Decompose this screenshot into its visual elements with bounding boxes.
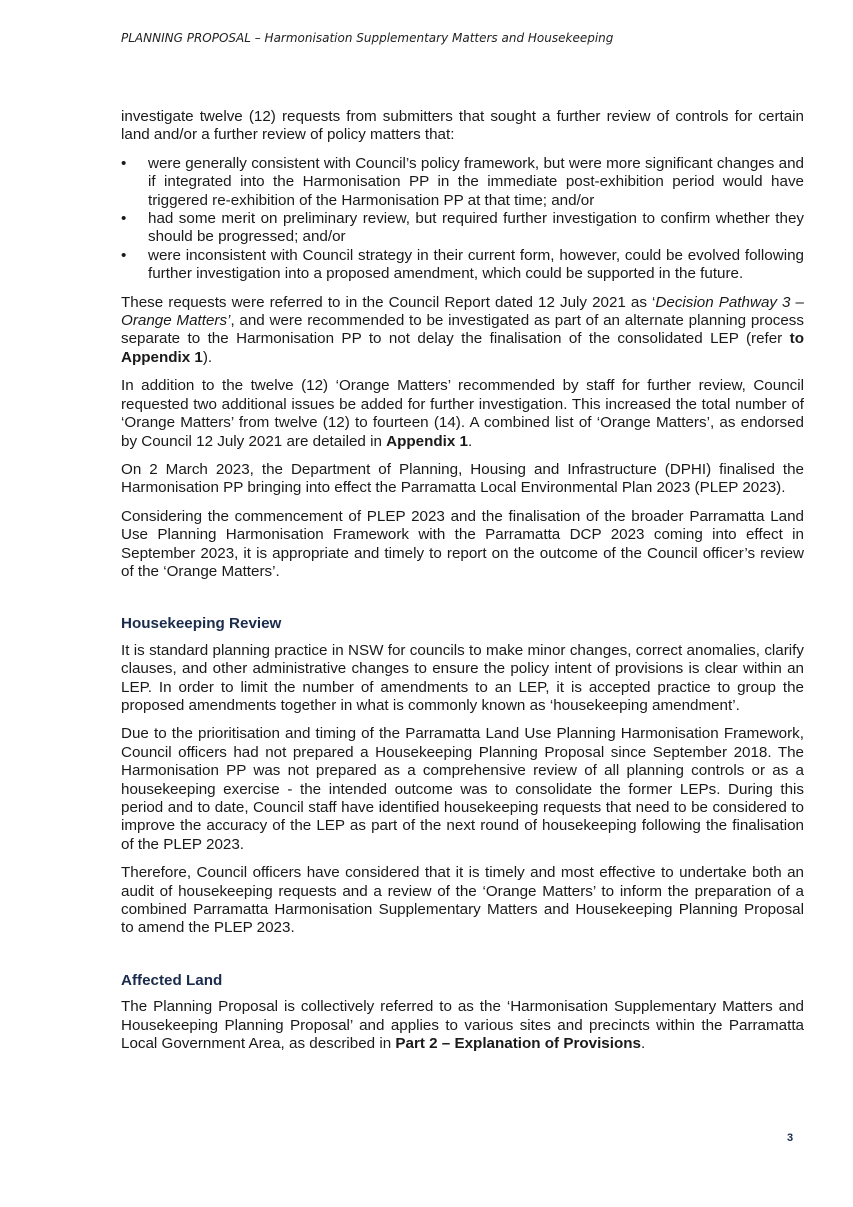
page-number: 3 — [787, 1132, 794, 1144]
housekeeping-paragraph-2: Due to the prioritisation and timing of the Parramatta Land Use Planning Harmonisation Framework, Council officers had not prepared a Housekeeping Planning Proposal since September 2018. The Harmonisation PP was not prepared as a comprehensive review of all planning controls or as a housekeeping exercise - the intended outcome was to consolidate the former LEPs. During this period and to date, Council staff have identified housekeeping requests that need to be considered to improve the accuracy of the LEP as part of the next round of housekeeping following the finalisation of the PLEP 2023. — [121, 725, 804, 853]
appendix-1-reference: Appendix 1 — [386, 432, 468, 450]
document-body — [121, 108, 804, 1063]
part-2-reference: Part 2 – Explanation of Provisions — [395, 1035, 641, 1053]
affected-land-paragraph: The Planning Proposal is collectively referred to as the ‘Harmonisation Supplementary Matters and Housekeeping Planning Proposal’ and applies to various sites and precincts within the Parramatta Local Government Area, as described in Part 2 – Explanation of Provisions. — [121, 998, 804, 1053]
bullet-icon: • — [121, 154, 127, 172]
housekeeping-paragraph-1: It is standard planning practice in NSW for councils to make minor changes, correct anomalies, clarify clauses, and other administrative changes to ensure the policy intent of provisions is clear within an LEP. In order to limit the number of amendments to an LEP, it is accepted practice to group the proposed amendments together in what is commonly known as ‘housekeeping amendment’. — [121, 641, 804, 714]
housekeeping-review-heading: Housekeeping Review — [121, 615, 282, 633]
bullet-icon: • — [121, 210, 127, 228]
appendix-1-reference: to Appendix 1 — [121, 330, 804, 366]
decision-pathway-paragraph: These requests were referred to in the Council Report dated 12 July 2021 as ‘Decision Pathway 3 – Orange Matters’, and were recommended to be investigated as part of an alternate planning process separate to the Harmonisation PP to not delay the finalisation of the consolidated LEP (refer to Appendix 1). — [121, 293, 805, 366]
plep-commencement-paragraph: Considering the commencement of PLEP 2023 and the finalisation of the broader Parramatta Land Use Planning Harmonisation Framework with the Parramatta DCP 2023 coming into effect in September 2023, it is appropriate and timely to report on the outcome of the Council officer’s review of the ‘Orange Matters’. — [121, 507, 804, 580]
plep-finalised-paragraph: On 2 March 2023, the Department of Planning, Housing and Infrastructure (DPHI) finalised the Harmonisation PP bringing into effect the Parramatta Local Environmental Plan 2023 (PLEP 2023). — [121, 460, 804, 497]
list-item: • had some merit on preliminary review, but required further investigation to confirm whether they should be progressed; and/or — [121, 210, 804, 246]
list-item: • were inconsistent with Council strategy in their current form, however, could be evolved following further investigation into a proposed amendment, which could be supported in the future. — [121, 246, 804, 283]
bullet-icon: • — [121, 246, 127, 264]
page-header: PLANNING PROPOSAL – Harmonisation Supplementary Matters and Housekeeping — [121, 31, 614, 45]
additional-issues-paragraph: In addition to the twelve (12) ‘Orange Matters’ recommended by staff for further review, Council requested two additional issues be added for further investigation. This increased the total number of ‘Orange Matters’ from twelve (12) to fourteen (14). A combined list of ‘Orange Matters’, as endorsed by Council 12 July 2021 are detailed in Appendix 1. — [121, 377, 804, 450]
criteria-list — [121, 155, 804, 284]
intro-paragraph: investigate twelve (12) requests from submitters that sought a further review of controls for certain land and/or a further review of policy matters that: — [121, 108, 804, 144]
housekeeping-paragraph-3: Therefore, Council officers have considered that it is timely and most effective to undertake both an audit of housekeeping requests and a review of the ‘Orange Matters’ to inform the preparation of a combined Parramatta Harmonisation Supplementary Matters and Housekeeping Planning Proposal to amend the PLEP 2023. — [121, 864, 804, 937]
affected-land-heading: Affected Land — [121, 971, 223, 989]
list-item: • were generally consistent with Council’s policy framework, but were more significant changes and if integrated into the Harmonisation PP in the immediate post-exhibition period would have triggered re-exhibition of the Harmonisation PP at that time; and/or — [121, 154, 804, 209]
